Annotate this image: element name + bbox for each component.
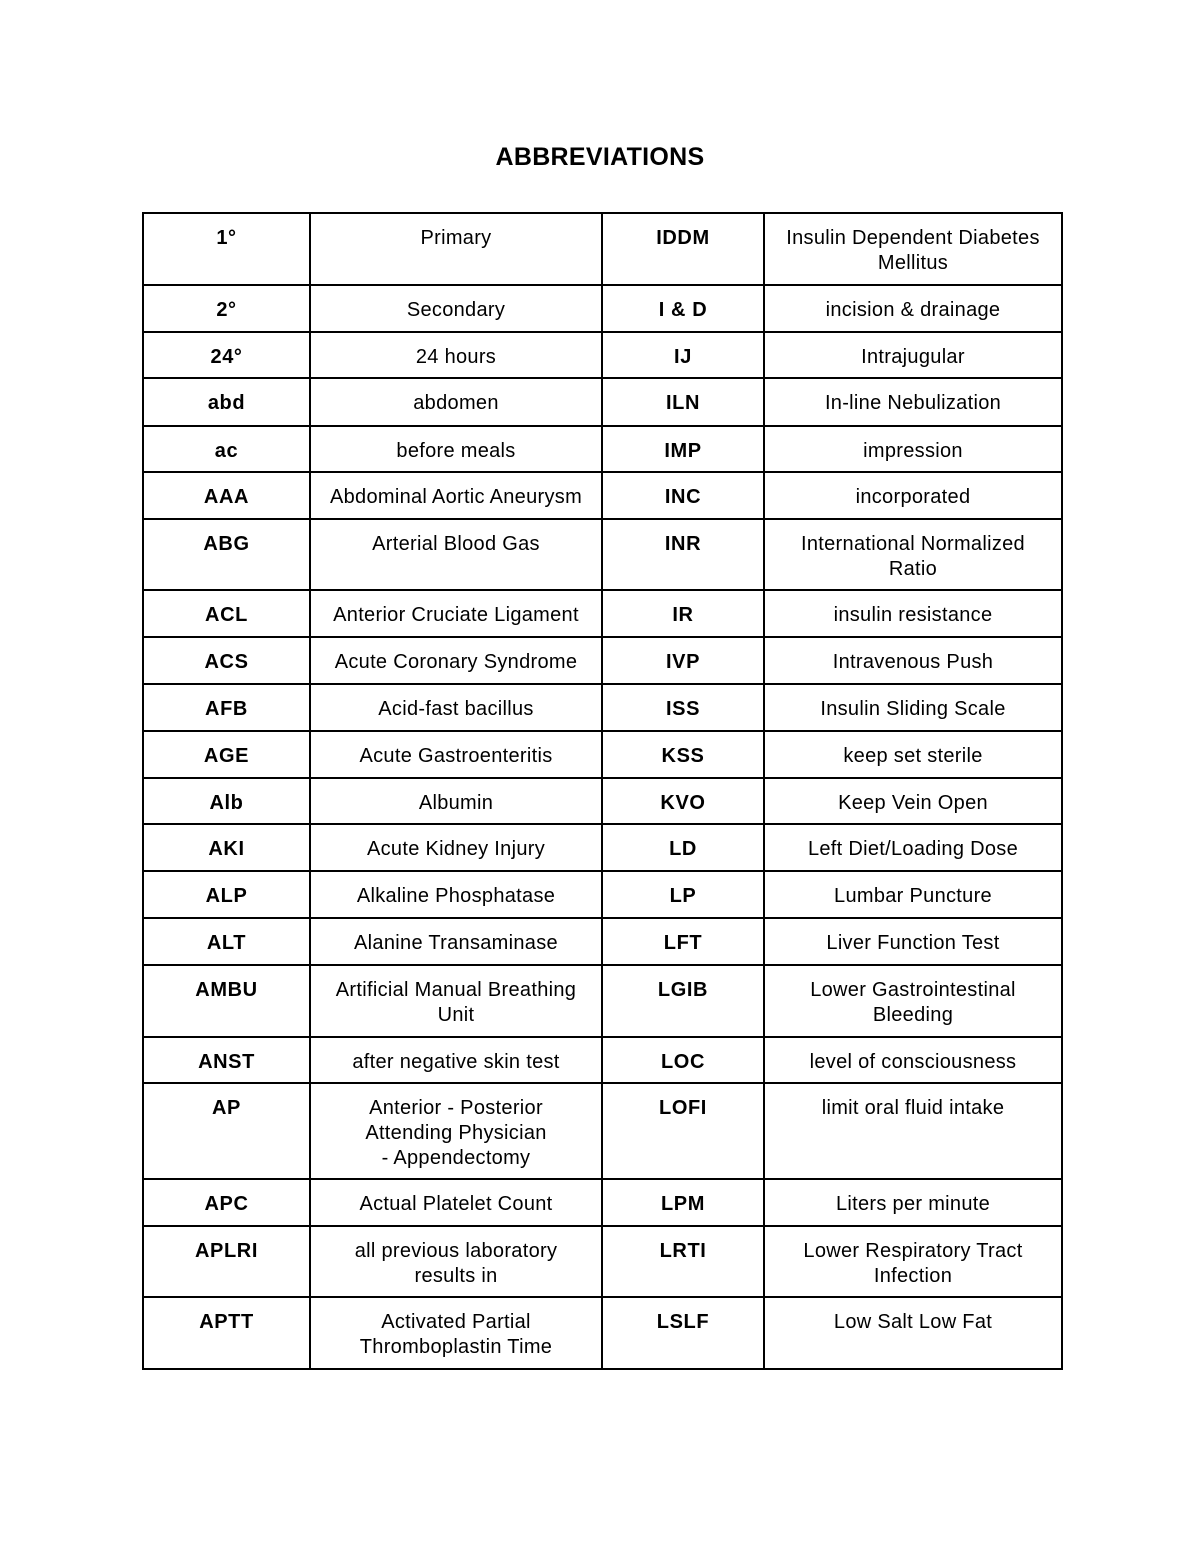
meaning-cell [764, 426, 1062, 472]
meaning-line: Secondary [406, 299, 506, 321]
meaning-line: Thromboplastin Time [359, 1336, 553, 1358]
abbreviation-cell: IMP [602, 426, 764, 472]
abbreviation-cell: AFB [143, 684, 310, 731]
table-row [143, 871, 1062, 918]
abbreviation-cell: INR [602, 519, 764, 590]
meaning-line: 24 hours [415, 346, 497, 368]
meaning-line: keep set sterile [843, 745, 983, 767]
table-row [143, 1037, 1062, 1083]
meaning-line: Unit [437, 1004, 475, 1026]
meaning-cell [764, 1037, 1062, 1083]
abbreviation-cell: ANST [143, 1037, 310, 1083]
meaning-line: Artificial Manual Breathing [335, 979, 577, 1001]
meaning-line: Liver Function Test [826, 932, 1000, 954]
abbreviation-cell: IR [602, 590, 764, 637]
meaning-line: Low Salt Low Fat [833, 1311, 993, 1333]
abbreviation-cell: LFT [602, 918, 764, 965]
meaning-line: Liters per minute [835, 1193, 991, 1215]
table-row [143, 778, 1062, 824]
abbreviation-cell: APTT [143, 1297, 310, 1369]
meaning-cell [764, 824, 1062, 871]
abbreviation-cell: LPM [602, 1179, 764, 1226]
abbreviation-cell: 1° [143, 213, 310, 285]
abbreviation-cell: 24° [143, 332, 310, 378]
abbreviation-cell: KVO [602, 778, 764, 824]
meaning-line: Abdominal Aortic Aneurysm [329, 486, 583, 508]
abbreviation-cell: LGIB [602, 965, 764, 1037]
meaning-cell [764, 684, 1062, 731]
meaning-line: abdomen [413, 392, 499, 414]
meaning-line: all previous laboratory [354, 1240, 558, 1262]
abbreviation-cell: Alb [143, 778, 310, 824]
table-body [143, 213, 1062, 1369]
meaning-cell [764, 1083, 1062, 1179]
meaning-cell [764, 637, 1062, 684]
meaning-line: Bleeding [872, 1004, 954, 1026]
meaning-cell [310, 590, 602, 637]
meaning-line: Lower Gastrointestinal [810, 979, 1016, 1001]
abbreviation-cell: ac [143, 426, 310, 472]
abbreviation-cell: LD [602, 824, 764, 871]
abbreviation-cell: ILN [602, 378, 764, 426]
meaning-line: Insulin Dependent Diabetes [786, 227, 1040, 249]
abbreviation-cell: KSS [602, 731, 764, 778]
meaning-line: before meals [396, 440, 516, 462]
meaning-line: Primary [420, 227, 492, 249]
meaning-cell [764, 965, 1062, 1037]
abbreviation-cell: ISS [602, 684, 764, 731]
meaning-line: impression [863, 440, 963, 462]
meaning-cell [310, 918, 602, 965]
abbreviation-cell: 2° [143, 285, 310, 332]
meaning-line: Intrajugular [861, 346, 965, 368]
abbreviation-cell: ALP [143, 871, 310, 918]
meaning-cell [764, 1297, 1062, 1369]
meaning-line: after negative skin test [352, 1051, 560, 1073]
meaning-cell [764, 1179, 1062, 1226]
abbreviation-cell: AGE [143, 731, 310, 778]
table-row [143, 426, 1062, 472]
meaning-cell [764, 378, 1062, 426]
meaning-cell [310, 637, 602, 684]
meaning-line: Actual Platelet Count [359, 1193, 553, 1215]
meaning-cell [310, 778, 602, 824]
meaning-cell [310, 1083, 602, 1179]
meaning-line: Lower Respiratory Tract [803, 1240, 1023, 1262]
meaning-cell [310, 731, 602, 778]
meaning-cell [310, 684, 602, 731]
abbreviation-cell: AKI [143, 824, 310, 871]
meaning-line: insulin resistance [833, 604, 993, 626]
meaning-cell [310, 426, 602, 472]
meaning-cell [764, 778, 1062, 824]
meaning-cell [764, 213, 1062, 285]
abbreviation-cell: APC [143, 1179, 310, 1226]
abbreviation-cell: INC [602, 472, 764, 519]
meaning-line: limit oral fluid intake [821, 1097, 1005, 1119]
meaning-cell [764, 332, 1062, 378]
meaning-line: Attending Physician [365, 1122, 547, 1144]
meaning-line: Left Diet/Loading Dose [807, 838, 1019, 860]
meaning-line: Acid-fast bacillus [378, 698, 534, 720]
meaning-line: Albumin [418, 792, 494, 814]
meaning-line: Anterior - Posterior [369, 1097, 543, 1119]
table-row [143, 965, 1062, 1037]
table-row [143, 519, 1062, 590]
table-row [143, 472, 1062, 519]
meaning-cell [310, 1037, 602, 1083]
abbreviation-cell: LOC [602, 1037, 764, 1083]
meaning-line: level of consciousness [809, 1051, 1017, 1073]
table-row [143, 285, 1062, 332]
meaning-line: In-line Nebulization [824, 392, 1002, 414]
abbreviation-cell: ALT [143, 918, 310, 965]
meaning-cell [310, 472, 602, 519]
abbreviation-cell: IJ [602, 332, 764, 378]
meaning-line: Mellitus [877, 252, 949, 274]
abbreviation-cell: LOFI [602, 1083, 764, 1179]
table-row [143, 1179, 1062, 1226]
meaning-cell [764, 731, 1062, 778]
table-row [143, 1297, 1062, 1369]
abbreviation-cell: I & D [602, 285, 764, 332]
table-row [143, 918, 1062, 965]
meaning-cell [764, 590, 1062, 637]
meaning-line: Keep Vein Open [838, 792, 988, 814]
table-row [143, 378, 1062, 426]
abbreviations-table [142, 212, 1063, 1370]
meaning-line: Acute Kidney Injury [366, 838, 545, 860]
meaning-line: Anterior Cruciate Ligament [333, 604, 579, 626]
table-row [143, 1083, 1062, 1179]
table-row [143, 590, 1062, 637]
meaning-line: Arterial Blood Gas [372, 533, 540, 555]
meaning-cell [310, 1297, 602, 1369]
meaning-line: - Appendectomy [381, 1147, 531, 1169]
abbreviation-cell: APLRI [143, 1226, 310, 1297]
page-title: ABBREVIATIONS [495, 143, 705, 171]
meaning-cell [764, 871, 1062, 918]
abbreviation-cell: ABG [143, 519, 310, 590]
abbreviation-cell: AP [143, 1083, 310, 1179]
abbreviation-cell: abd [143, 378, 310, 426]
meaning-line: Acute Coronary Syndrome [334, 651, 578, 673]
meaning-line: Ratio [888, 558, 938, 580]
abbreviation-cell: ACS [143, 637, 310, 684]
meaning-cell [310, 1179, 602, 1226]
abbreviation-cell: ACL [143, 590, 310, 637]
abbreviation-cell: LRTI [602, 1226, 764, 1297]
meaning-cell [764, 519, 1062, 590]
abbreviation-cell: IVP [602, 637, 764, 684]
meaning-cell [310, 378, 602, 426]
meaning-line: Lumbar Puncture [834, 885, 992, 907]
table-row [143, 213, 1062, 285]
table-row [143, 332, 1062, 378]
meaning-cell [310, 824, 602, 871]
meaning-line: Insulin Sliding Scale [820, 698, 1006, 720]
meaning-line: Alkaline Phosphatase [356, 885, 556, 907]
meaning-line: results in [414, 1265, 498, 1287]
meaning-line: International Normalized [801, 533, 1025, 555]
table-row [143, 1226, 1062, 1297]
abbreviation-cell: AMBU [143, 965, 310, 1037]
meaning-line: incorporated [855, 486, 971, 508]
table-row [143, 731, 1062, 778]
meaning-line: incision & drainage [825, 299, 1001, 321]
table-row [143, 637, 1062, 684]
meaning-cell [764, 1226, 1062, 1297]
meaning-line: Intravenous Push [832, 651, 994, 673]
meaning-cell [310, 871, 602, 918]
meaning-line: Acute Gastroenteritis [359, 745, 553, 767]
meaning-cell [764, 285, 1062, 332]
abbreviation-cell: AAA [143, 472, 310, 519]
meaning-cell [310, 332, 602, 378]
abbreviation-cell: LP [602, 871, 764, 918]
meaning-cell [764, 918, 1062, 965]
abbreviation-cell: LSLF [602, 1297, 764, 1369]
meaning-line: Alanine Transaminase [354, 932, 558, 954]
meaning-cell [310, 965, 602, 1037]
meaning-cell [310, 285, 602, 332]
meaning-cell [310, 519, 602, 590]
abbreviation-cell: IDDM [602, 213, 764, 285]
table-row [143, 684, 1062, 731]
meaning-cell [310, 1226, 602, 1297]
meaning-line: Activated Partial [381, 1311, 531, 1333]
meaning-cell [310, 213, 602, 285]
table-row [143, 824, 1062, 871]
meaning-line: Infection [873, 1265, 953, 1287]
meaning-cell [764, 472, 1062, 519]
